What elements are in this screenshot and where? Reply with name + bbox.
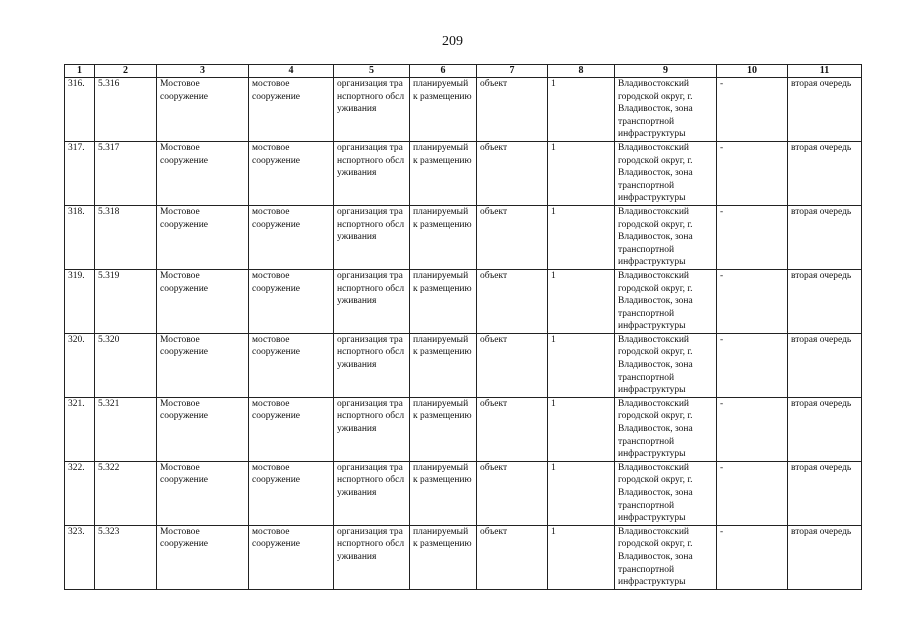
zone-value: -: [717, 78, 788, 142]
table-row: [65, 525, 862, 589]
zone-value: -: [717, 269, 788, 333]
column-header: 5: [334, 65, 410, 78]
object-purpose: организация транспортного обслуживания: [334, 205, 410, 269]
page-number: 209: [442, 34, 463, 49]
row-number: 318.: [65, 205, 95, 269]
object-kind: объект: [477, 461, 548, 525]
row-number: 320.: [65, 333, 95, 397]
object-location: Владивостокский городской округ, г. Владивосток, зона транспортной инфраструктуры: [615, 141, 717, 205]
column-header: 10: [717, 65, 788, 78]
object-type: мостовое сооружение: [249, 269, 334, 333]
table-row: [65, 461, 862, 525]
item-code: 5.319: [95, 269, 157, 333]
object-kind: объект: [477, 397, 548, 461]
zone-value: -: [717, 397, 788, 461]
object-name: Мостовое сооружение: [157, 78, 249, 142]
object-count: 1: [548, 141, 615, 205]
table-row: [65, 141, 862, 205]
item-code: 5.323: [95, 525, 157, 589]
implementation-queue: вторая очередь: [788, 525, 862, 589]
row-number: 321.: [65, 397, 95, 461]
object-kind: объект: [477, 525, 548, 589]
column-header: 6: [410, 65, 477, 78]
registry-body: [65, 78, 862, 590]
item-code: 5.316: [95, 78, 157, 142]
zone-value: -: [717, 461, 788, 525]
column-header: 4: [249, 65, 334, 78]
object-name: Мостовое сооружение: [157, 333, 249, 397]
object-purpose: организация транспортного обслуживания: [334, 525, 410, 589]
zone-value: -: [717, 525, 788, 589]
row-number: 322.: [65, 461, 95, 525]
item-code: 5.321: [95, 397, 157, 461]
column-header: 1: [65, 65, 95, 78]
object-type: мостовое сооружение: [249, 78, 334, 142]
object-count: 1: [548, 78, 615, 142]
object-status: планируемый к размещению: [410, 461, 477, 525]
object-kind: объект: [477, 333, 548, 397]
implementation-queue: вторая очередь: [788, 205, 862, 269]
object-status: планируемый к размещению: [410, 333, 477, 397]
object-location: Владивостокский городской округ, г. Владивосток, зона транспортной инфраструктуры: [615, 461, 717, 525]
object-type: мостовое сооружение: [249, 525, 334, 589]
object-location: Владивостокский городской округ, г. Владивосток, зона транспортной инфраструктуры: [615, 205, 717, 269]
object-purpose: организация транспортного обслуживания: [334, 461, 410, 525]
item-code: 5.317: [95, 141, 157, 205]
object-name: Мостовое сооружение: [157, 461, 249, 525]
object-purpose: организация транспортного обслуживания: [334, 78, 410, 142]
implementation-queue: вторая очередь: [788, 141, 862, 205]
item-code: 5.322: [95, 461, 157, 525]
object-type: мостовое сооружение: [249, 141, 334, 205]
object-location: Владивостокский городской округ, г. Владивосток, зона транспортной инфраструктуры: [615, 333, 717, 397]
implementation-queue: вторая очередь: [788, 461, 862, 525]
object-count: 1: [548, 397, 615, 461]
object-status: планируемый к размещению: [410, 525, 477, 589]
table-row: [65, 78, 862, 142]
object-status: планируемый к размещению: [410, 78, 477, 142]
zone-value: -: [717, 333, 788, 397]
column-header: 3: [157, 65, 249, 78]
object-purpose: организация транспортного обслуживания: [334, 269, 410, 333]
object-location: Владивостокский городской округ, г. Владивосток, зона транспортной инфраструктуры: [615, 525, 717, 589]
column-header: 2: [95, 65, 157, 78]
object-kind: объект: [477, 205, 548, 269]
object-kind: объект: [477, 269, 548, 333]
row-number: 319.: [65, 269, 95, 333]
object-purpose: организация транспортного обслуживания: [334, 397, 410, 461]
row-number: 316.: [65, 78, 95, 142]
object-purpose: организация транспортного обслуживания: [334, 141, 410, 205]
object-name: Мостовое сооружение: [157, 269, 249, 333]
column-header: 8: [548, 65, 615, 78]
object-status: планируемый к размещению: [410, 205, 477, 269]
object-count: 1: [548, 205, 615, 269]
object-name: Мостовое сооружение: [157, 397, 249, 461]
object-purpose: организация транспортного обслуживания: [334, 333, 410, 397]
object-name: Мостовое сооружение: [157, 525, 249, 589]
object-kind: объект: [477, 78, 548, 142]
implementation-queue: вторая очередь: [788, 78, 862, 142]
table-row: [65, 397, 862, 461]
header-row: [65, 65, 862, 78]
object-name: Мостовое сооружение: [157, 141, 249, 205]
object-type: мостовое сооружение: [249, 333, 334, 397]
object-location: Владивостокский городской округ, г. Владивосток, зона транспортной инфраструктуры: [615, 397, 717, 461]
item-code: 5.320: [95, 333, 157, 397]
table-row: [65, 269, 862, 333]
object-location: Владивостокский городской округ, г. Владивосток, зона транспортной инфраструктуры: [615, 269, 717, 333]
object-kind: объект: [477, 141, 548, 205]
object-status: планируемый к размещению: [410, 141, 477, 205]
object-location: Владивостокский городской округ, г. Владивосток, зона транспортной инфраструктуры: [615, 78, 717, 142]
implementation-queue: вторая очередь: [788, 269, 862, 333]
table-row: [65, 333, 862, 397]
item-code: 5.318: [95, 205, 157, 269]
object-type: мостовое сооружение: [249, 205, 334, 269]
registry-table: [64, 64, 862, 590]
object-name: Мостовое сооружение: [157, 205, 249, 269]
object-count: 1: [548, 525, 615, 589]
object-status: планируемый к размещению: [410, 397, 477, 461]
column-header: 11: [788, 65, 862, 78]
object-status: планируемый к размещению: [410, 269, 477, 333]
object-count: 1: [548, 461, 615, 525]
table-row: [65, 205, 862, 269]
row-number: 317.: [65, 141, 95, 205]
column-header: 9: [615, 65, 717, 78]
zone-value: -: [717, 205, 788, 269]
column-header: 7: [477, 65, 548, 78]
object-type: мостовое сооружение: [249, 397, 334, 461]
implementation-queue: вторая очередь: [788, 333, 862, 397]
implementation-queue: вторая очередь: [788, 397, 862, 461]
object-count: 1: [548, 269, 615, 333]
object-type: мостовое сооружение: [249, 461, 334, 525]
row-number: 323.: [65, 525, 95, 589]
object-count: 1: [548, 333, 615, 397]
zone-value: -: [717, 141, 788, 205]
